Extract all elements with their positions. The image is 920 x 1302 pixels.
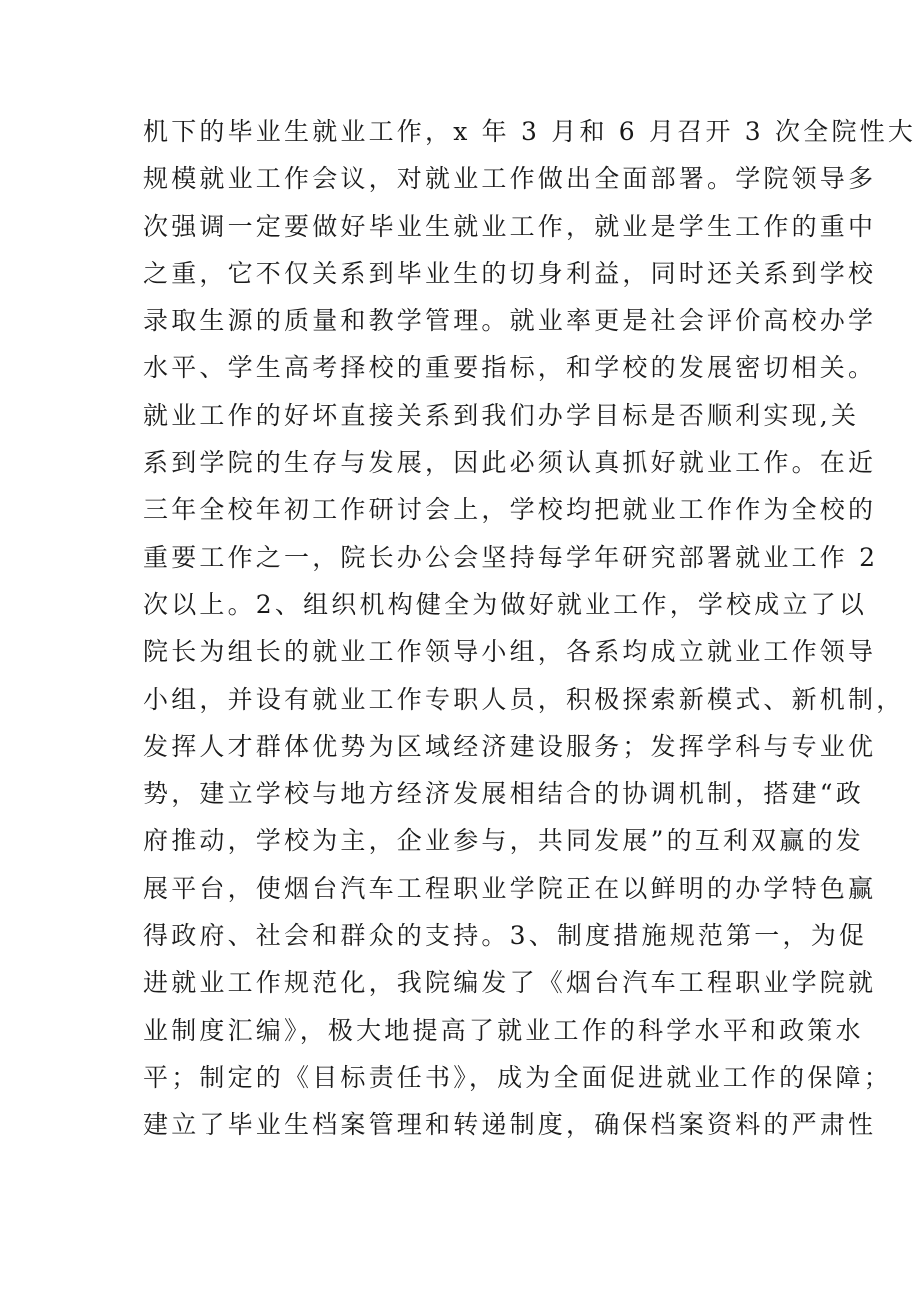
text-line-7: 就业工作的好坏直接关系到我们办学目标是否顺利实现,关 <box>143 400 860 430</box>
text-line-16: 府推动，学校为主，企业参与，共同发展”的互利双赢的发 <box>143 826 864 856</box>
text-line-6: 水平、学生高考择校的重要指标，和学校的发展密切相关。 <box>143 353 877 383</box>
text-line-15: 势，建立学校与地方经济发展相结合的协调机制，搭建“政 <box>143 779 864 809</box>
text-line-5: 录取生源的质量和教学管理。就业率更是社会评价高校办学 <box>143 306 877 336</box>
text-line-3: 次强调一定要做好毕业生就业工作，就业是学生工作的重中 <box>143 211 877 241</box>
text-line-17: 展平台，使烟台汽车工程职业学院正在以鲜明的办学特色赢 <box>143 873 877 903</box>
text-line-21: 平；制定的《目标责任书》，成为全面促进就业工作的保障； <box>143 1062 892 1092</box>
text-line-4: 之重，它不仅关系到毕业生的切身利益，同时还关系到学校 <box>143 258 877 288</box>
text-line-11: 次以上。2、组织机构健全为做好就业工作，学校成立了以 <box>143 589 868 619</box>
text-line-8: 系到学院的生存与发展，因此必须认真抓好就业工作。在近 <box>143 448 877 478</box>
text-line-19: 进就业工作规范化，我院编发了《烟台汽车工程职业学院就 <box>143 968 877 998</box>
text-line-20: 业制度汇编》，极大地提高了就业工作的科学水平和政策水 <box>143 1015 864 1045</box>
body-paragraph <box>143 108 917 1149</box>
text-line-1: 机下的毕业生就业工作，x 年 3 月和 6 月召开 3 次全院性大 <box>143 117 917 146</box>
text-line-2: 规模就业工作会议，对就业工作做出全面部署。学院领导多 <box>143 164 877 194</box>
text-line-9: 三年全校年初工作研讨会上，学校均把就业工作作为全校的 <box>143 495 877 525</box>
text-line-14: 发挥人才群体优势为区域经济建设服务；发挥学科与专业优 <box>143 731 877 761</box>
text-line-10: 重要工作之一，院长办公会坚持每学年研究部署就业工作 2 <box>143 542 879 572</box>
text-line-12: 院长为组长的就业工作领导小组，各系均成立就业工作领导 <box>143 637 877 667</box>
text-line-13: 小组，并设有就业工作专职人员，积极探索新模式、新机制， <box>143 684 905 714</box>
text-line-22: 建立了毕业生档案管理和转递制度，确保档案资料的严肃性 <box>143 1110 877 1140</box>
text-line-18: 得政府、社会和群众的支持。3、制度措施规范第一，为促 <box>143 921 868 951</box>
